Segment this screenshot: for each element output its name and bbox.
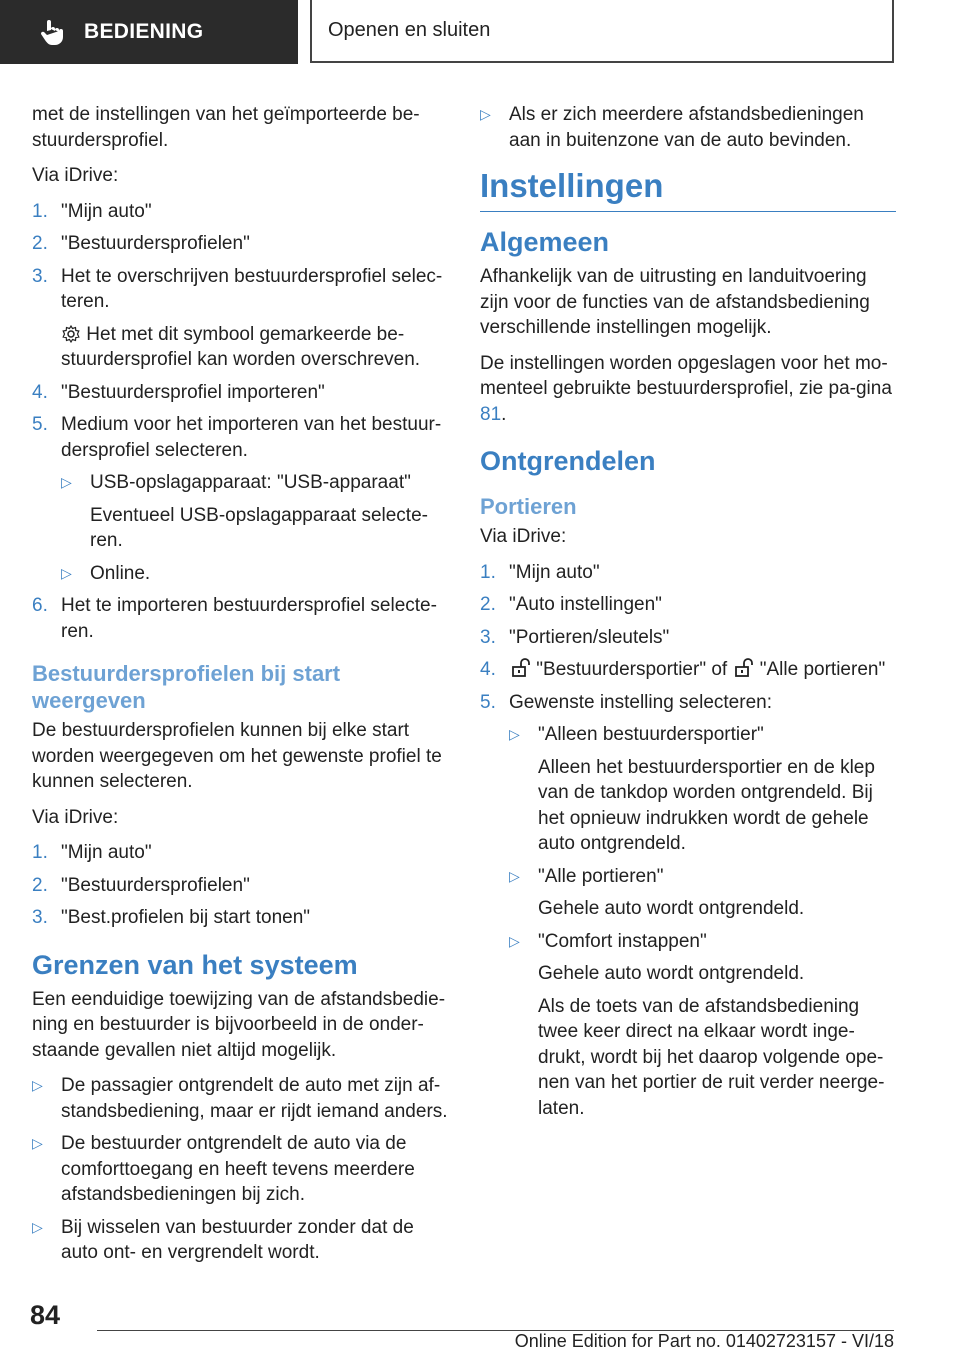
general-text: Afhankelijk van de uitrusting en landuitvoering zijn voor de functies van de afstandsbediening verschillende instellingen mogelijk. xyxy=(480,266,870,338)
step-item: 1. "Mijn auto" xyxy=(32,842,152,863)
heading-start-profiles: Bestuurdersprofielen bij start weergeven xyxy=(32,661,341,713)
unlock-icon xyxy=(732,657,754,679)
heading-doors: Portieren xyxy=(480,494,577,519)
step-item: 1. "Mijn auto" xyxy=(32,200,152,222)
list-item: ▷ USB-opslagapparaat: "USB-apparaat" xyxy=(61,472,411,493)
start-text: De bestuurdersprofielen kunnen bij elke start worden weergegeven om het gewenste profiel te kunnen selecteren. xyxy=(32,720,442,792)
unlock-icon xyxy=(509,657,531,679)
heading-limits: Grenzen van het systeem xyxy=(32,949,358,980)
intro-text: met de instellingen van het geïmporteerde be-stuurdersprofiel. xyxy=(32,104,420,151)
step-item: 2. "Bestuurdersprofielen" xyxy=(32,233,250,254)
symbol-note: Het met dit symbool gemarkeerde be-stuurdersprofiel kan worden overschreven. xyxy=(61,323,421,370)
chapter-label: Openen en sluiten xyxy=(328,19,491,41)
option-note: Alleen het bestuurdersportier en de klep van de tankdop worden ontgrendeld. Bij het opnieuw indrukken wordt de gehele auto ontgrendeld. xyxy=(538,756,875,854)
step-item: 4. "Bestuurdersprofiel importeren" xyxy=(32,381,325,403)
edition-text: Online Edition for Part no. 01402723157 - VI/18 xyxy=(514,1331,894,1351)
list-item: ▷ "Alle portieren" xyxy=(509,865,664,887)
section-tab xyxy=(0,0,298,64)
page-number: 84 xyxy=(30,1300,61,1330)
step-item: 3. "Portieren/sleutels" xyxy=(480,626,670,648)
step-item: 2. "Bestuurdersprofielen" xyxy=(32,874,250,896)
list-item: ▷ "Alleen bestuurdersportier" xyxy=(509,724,764,745)
step-item: 2. "Auto instellingen" xyxy=(480,594,662,615)
option-note: Gehele auto wordt ontgrendeld. xyxy=(538,963,805,984)
page-link[interactable]: 81 xyxy=(480,403,502,425)
step-item: 3. Het te overschrijven bestuurdersprofiel selec-teren. xyxy=(32,265,443,312)
step-item: 5. Medium voor het importeren van het bestuur-dersprofiel selecteren. xyxy=(32,414,442,461)
usb-note: Eventueel USB-opslagapparaat selecte-ren. xyxy=(90,504,428,551)
hand-icon xyxy=(38,18,66,46)
step-item: 5. Gewenste instelling selecteren: xyxy=(480,691,772,713)
option-note: Als de toets van de afstandsbediening twee keer direct na elkaar wordt inge-drukt, wordt bij het daarop volgende ope-nen van het portier de ruit verder neerge-laten. xyxy=(538,995,885,1119)
option-note: Gehele auto wordt ontgrendeld. xyxy=(538,898,805,919)
heading-settings: Instellingen xyxy=(480,167,896,212)
right-column xyxy=(480,102,896,1128)
chapter-tab xyxy=(310,0,894,63)
list-item: ▷ De bestuurder ontgrendelt de auto via de comforttoegang en heeft tevens meerdere afstandsbedieningen bij zich. xyxy=(32,1133,415,1205)
list-item: ▷ Online. xyxy=(61,562,151,584)
limits-text: Een eenduidige toewijzing van de afstandsbedie-ning en bestuurder is bijvoorbeeld in de onder-staande gevallen niet altijd mogelijk. xyxy=(32,988,446,1061)
gear-icon xyxy=(61,324,81,344)
step-item: 3. "Best.profielen bij start tonen" xyxy=(32,907,311,928)
via-idrive-label: Via iDrive: xyxy=(32,165,119,186)
list-item: ▷ Bij wisselen van bestuurder zonder dat de auto ont- en vergrendelt wordt. xyxy=(32,1216,414,1263)
list-item: ▷ "Comfort instappen" xyxy=(509,930,707,952)
heading-general: Algemeen xyxy=(480,227,610,257)
page-header xyxy=(0,0,960,66)
step-item: 4. "Bestuurdersportier" of "Alle portieren" xyxy=(480,659,886,680)
step-item: 1. "Mijn auto" xyxy=(480,561,600,583)
section-label: BEDIENING xyxy=(84,20,204,43)
via-idrive-label: Via iDrive: xyxy=(32,806,119,828)
list-item: ▷ Als er zich meerdere afstandsbedieningen aan in buitenzone van de auto bevinden. xyxy=(480,104,864,151)
list-item: ▷ De passagier ontgrendelt de auto met zijn af-standsbediening, maar er rijdt iemand anders. xyxy=(32,1075,448,1122)
via-idrive-label: Via iDrive: xyxy=(480,526,567,547)
heading-unlock: Ontgrendelen xyxy=(480,446,656,476)
step-item: 6. Het te importeren bestuurdersprofiel selecte-ren. xyxy=(32,595,437,642)
saved-text: De instellingen worden opgeslagen voor het mo-menteel gebruikte bestuurdersprofiel, zie pa-gina 81. xyxy=(480,352,892,425)
left-column xyxy=(32,102,450,1273)
